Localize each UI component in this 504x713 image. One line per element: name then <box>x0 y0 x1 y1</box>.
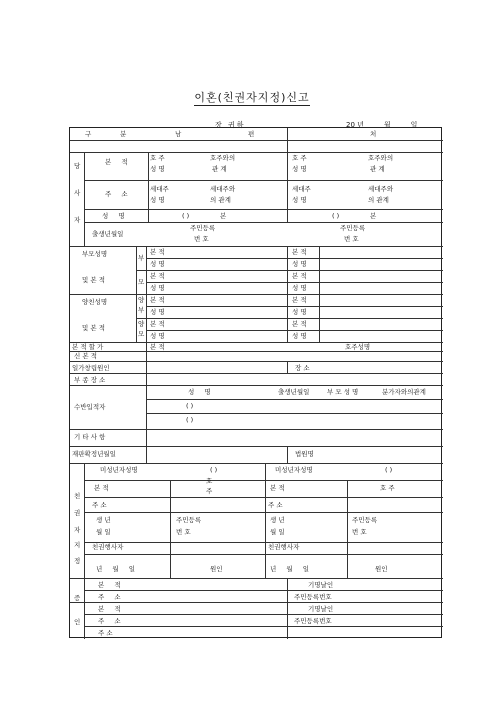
wife-householder-rel-label-2: 의 관계 <box>368 196 389 204</box>
father-label: 부 <box>138 254 145 262</box>
party-bonjeok-label: 본 적 <box>105 158 132 166</box>
custody-label-5: 정 <box>74 557 81 565</box>
husband-householder-label: 세대주 <box>150 185 169 193</box>
wife-householder-label: 세대주 <box>292 185 311 193</box>
husband-hoju-label: 호 주 <box>150 154 165 162</box>
minor-birth-label-2: 월 일 <box>96 528 111 536</box>
header-bun: 분 <box>120 130 127 138</box>
witness-bonjeok-label: 본 적 <box>98 605 125 613</box>
mother-label: 모 <box>138 278 145 286</box>
minor-rrn-label: 주민등록 <box>352 516 378 524</box>
custody-label-2: 권 <box>74 509 81 517</box>
wife-rrn-label-2: 번 호 <box>344 235 359 243</box>
col-parents: 부 모 성 명 <box>327 388 359 396</box>
minor-hanja-paren: ( ) <box>385 466 393 474</box>
adoptive-mother-label-2: 모 <box>138 330 145 338</box>
accompanying-hanja-paren: ( ) <box>186 402 194 410</box>
husband-hoju-label-2: 성 명 <box>150 165 165 173</box>
page-title: 이혼(친권자지정)신고 <box>194 91 310 104</box>
parent-bonjeok-label: 본 적 <box>292 272 307 280</box>
husband-hoju-rel-label-2: 관 계 <box>212 165 227 173</box>
attached-place-label: 부 종 장 소 <box>74 376 106 384</box>
witness-address-label: 주 소 <box>98 617 125 625</box>
witness-address-label: 주 소 <box>98 629 113 637</box>
husband-rrn-label: 주민등록 <box>190 224 216 232</box>
custody-label-1: 친 <box>74 492 81 500</box>
col-name: 성 명 <box>188 388 215 396</box>
parent-name-label: 성 명 <box>150 260 165 268</box>
parent-bonjeok-label: 본 적 <box>150 296 165 304</box>
custodian-label: 친권행사자 <box>268 543 300 551</box>
parent-name-label: 성 명 <box>150 332 165 340</box>
parent-name-label: 성 명 <box>292 308 307 316</box>
wife-hoju-label: 호 주 <box>292 154 307 162</box>
minor-bonjeok-label: 본 적 <box>270 484 285 492</box>
minor-address-label: 주 소 <box>268 501 283 509</box>
party-address-label: 주 소 <box>105 190 132 198</box>
household-hoju-label: 호주성명 <box>345 343 371 351</box>
col-birth: 출생년월일 <box>278 388 310 396</box>
witness-address-label: 주 소 <box>98 593 125 601</box>
minor-hoju-label: 호 주 <box>380 484 395 492</box>
minor-hoju-label-2: 주 <box>206 487 213 495</box>
custody-date-label: 년 월 일 <box>270 565 313 573</box>
court-name-label: 법원명 <box>295 450 314 458</box>
parent-name-label: 성 명 <box>150 308 165 316</box>
witness-rrn-label: 주민등록번호 <box>294 593 332 601</box>
minor-birth-label-2: 월 일 <box>270 528 285 536</box>
custody-reason-label: 원인 <box>375 565 388 573</box>
witness-rrn-label: 주민등록번호 <box>294 617 332 625</box>
husband-householder-rel-label-2: 의 관계 <box>210 196 231 204</box>
header-husband: 남 <box>175 130 182 138</box>
wife-householder-rel-label: 세대주와 <box>368 185 394 193</box>
custodian-label: 친권행사자 <box>92 543 124 551</box>
party-label-1: 당 <box>74 162 81 170</box>
party-label-2: 사 <box>74 189 81 197</box>
husband-hanja-paren: ( ) <box>182 212 190 220</box>
header-wife: 처 <box>370 130 377 138</box>
parent-bonjeok-label: 본 적 <box>292 320 307 328</box>
minor-rrn-label-2: 번 호 <box>176 528 191 536</box>
parents-label: 부모성명 <box>82 250 108 258</box>
custody-label-4: 지 <box>74 541 81 549</box>
household-bonjeok-label: 본 적 할 가 <box>72 343 104 351</box>
accompanying-person-label: 수반입적자 <box>74 403 106 411</box>
witness-sign-label: 기명날인 <box>308 581 334 589</box>
divorce-form <box>69 127 442 638</box>
adoptive-father-label: 양 <box>138 296 145 304</box>
parent-name-label: 성 명 <box>292 332 307 340</box>
custody-date-label: 년 월 일 <box>96 565 139 573</box>
witness-sign-label: 기명날인 <box>308 605 334 613</box>
parents-label-2: 및 본 적 <box>82 276 105 284</box>
wife-bon-label: 본 <box>370 212 377 220</box>
wife-hoju-rel-label-2: 관 계 <box>370 165 385 173</box>
parent-bonjeok-label: 본 적 <box>292 296 307 304</box>
custody-reason-label: 원인 <box>210 565 223 573</box>
minor-rrn-label-2: 번 호 <box>352 528 367 536</box>
husband-hoju-rel-label: 호주와의 <box>210 154 236 162</box>
destination: 장 귀하 <box>215 121 246 129</box>
parent-bonjeok-label: 본 적 <box>292 248 307 256</box>
party-birth-label: 출생년월일 <box>92 230 124 238</box>
new-household-reason-label: 일가창립원인 <box>72 364 110 372</box>
col-relation: 분가자와의관계 <box>382 388 426 396</box>
accompanying-hanja-paren: ( ) <box>186 416 194 424</box>
adoptive-parents-label-2: 및 본 적 <box>82 324 105 332</box>
wife-rrn-label: 주민등록 <box>340 224 366 232</box>
minor-rrn-label: 주민등록 <box>176 516 202 524</box>
parent-bonjeok-label: 본 적 <box>150 272 165 280</box>
household-bonjeok-sub: 본 적 <box>150 343 165 351</box>
date-day: 일 <box>410 121 418 129</box>
minor-address-label: 주 소 <box>92 501 107 509</box>
minor-hanja-paren: ( ) <box>210 466 218 474</box>
husband-bon-label: 본 <box>220 212 227 220</box>
custody-label-3: 자 <box>74 526 81 534</box>
parent-name-label: 성 명 <box>292 260 307 268</box>
witness-label-2: 인 <box>74 618 81 626</box>
witness-bonjeok-label: 본 적 <box>98 581 125 589</box>
header-husband-2: 편 <box>248 130 255 138</box>
adoptive-parents-label: 양친성명 <box>82 298 108 306</box>
new-bonjeok-label: 신 본 적 <box>74 352 97 360</box>
minor-hoju-label: 호 <box>206 477 213 485</box>
judgment-date-label: 재판확정년월일 <box>72 450 116 458</box>
husband-rrn-label-2: 번 호 <box>194 235 209 243</box>
minor-birth-label: 생 년 <box>96 516 111 524</box>
place-label: 장 소 <box>295 364 310 372</box>
minor-bonjeok-label: 본 적 <box>94 484 109 492</box>
adoptive-mother-label: 양 <box>138 320 145 328</box>
minor-birth-label: 생 년 <box>270 516 285 524</box>
party-label-3: 자 <box>74 216 81 224</box>
minor-name-label: 미성년자성명 <box>100 466 138 474</box>
date-month: 월 <box>383 121 391 129</box>
party-name-label: 성 명 <box>102 212 129 220</box>
remarks-label: 기 타 사 항 <box>74 433 106 441</box>
parent-name-label: 성 명 <box>292 284 307 292</box>
husband-householder-rel-label: 세대주와 <box>210 185 236 193</box>
wife-hanja-paren: ( ) <box>332 212 340 220</box>
wife-hoju-label-2: 성 명 <box>292 165 307 173</box>
parent-name-label: 성 명 <box>150 284 165 292</box>
husband-householder-label-2: 성 명 <box>150 196 165 204</box>
wife-hoju-rel-label: 호주와의 <box>368 154 394 162</box>
wife-householder-label-2: 성 명 <box>292 196 307 204</box>
parent-bonjeok-label: 본 적 <box>150 320 165 328</box>
minor-name-label: 미성년자성명 <box>275 466 313 474</box>
parent-bonjeok-label: 본 적 <box>150 248 165 256</box>
witness-label-1: 증 <box>74 594 81 602</box>
header-gu: 구 <box>85 130 92 138</box>
adoptive-father-label-2: 부 <box>138 306 145 314</box>
date-year: 20 년 <box>346 121 364 129</box>
